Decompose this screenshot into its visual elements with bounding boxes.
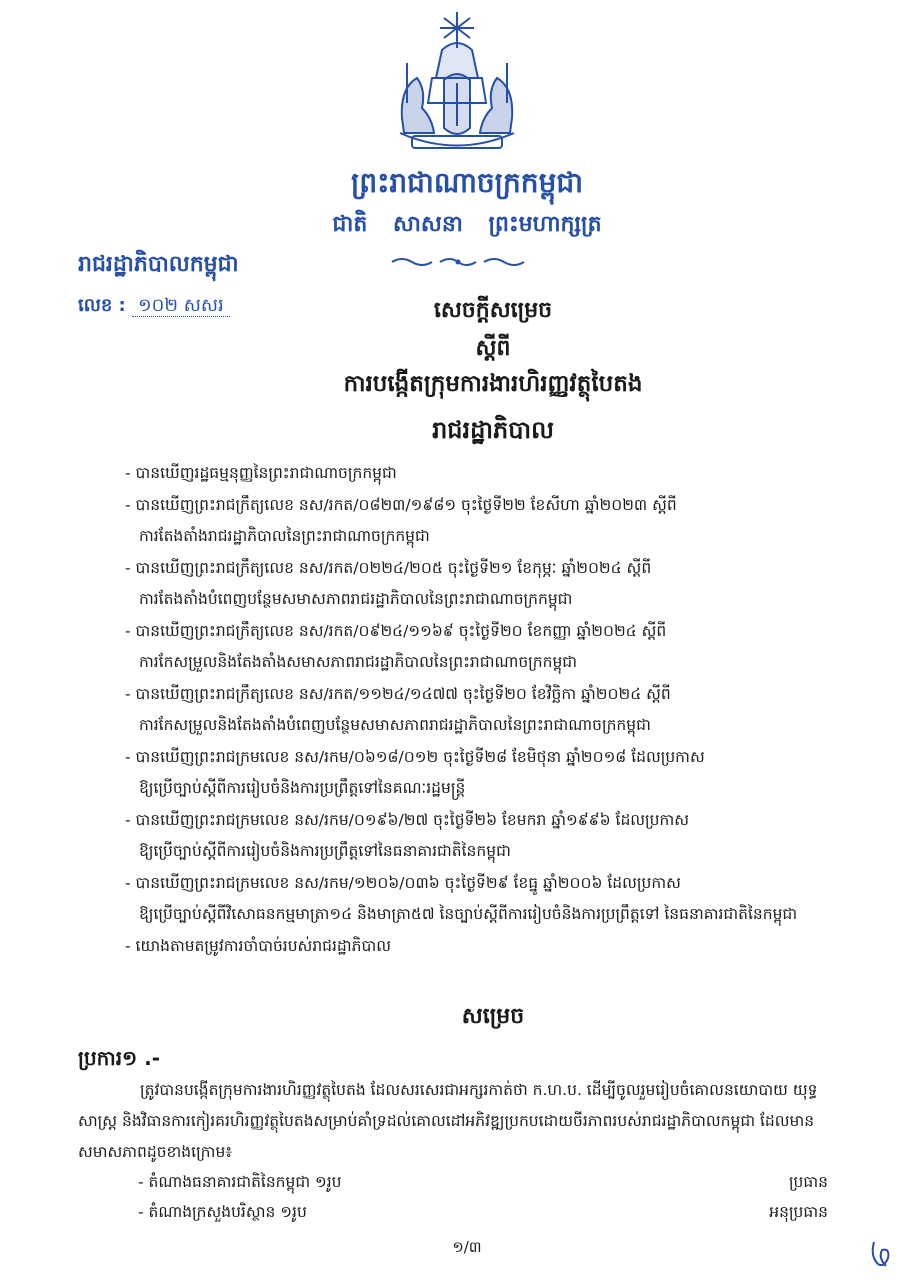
page-number: ១/៣ [452, 1238, 482, 1256]
citation-continuation: ឱ្យប្រើច្បាប់ស្តីពីវិសោធនកម្មមាត្រា១៤ និងមាត្រា៥៧ នៃច្បាប់ស្តីពីការរៀបចំនិងការប្រព្រឹត្តទៅ នៃធនាគារជាតិនៃកម្ពុជា [139, 905, 798, 923]
kingdom-title: ព្រះរាជាណាចក្រកម្ពុជា [350, 166, 583, 199]
citation-text: - បានឃើញព្រះរាជក្រមលេខ នស/រកម/០១៩៦/២៧ ចុះថ្ងៃទី២៦ ខែមករា ឆ្នាំ១៩៩៦ ដែលប្រកាស [125, 810, 690, 829]
document-type-heading: សេចក្តីសម្រេច [433, 298, 553, 323]
citation-text: - បានឃើញព្រះរាជក្រមលេខ នស/រកម/១២០៦/០៣៦ ចុះថ្ងៃទី២៩ ខែធ្នូ ឆ្នាំ២០០៦ ដែលប្រកាស [125, 873, 681, 892]
handwritten-initial-mark [868, 1238, 898, 1270]
decision-heading: សម្រេច [461, 1004, 525, 1029]
citation-item [125, 553, 845, 616]
citation-continuation: ការកែសម្រួលនិងតែងតាំងសមាសភាពរាជរដ្ឋាភិបាលនៃព្រះរាជាណាចក្រកម្ពុជា [139, 653, 578, 671]
decorative-divider-ornament [388, 254, 528, 270]
citation-text: - បានឃើញព្រះរាជក្រមលេខ នស/រកម/០៦១៨/០១២ ចុះថ្ងៃទី២៨ ខែមិថុនា ឆ្នាំ២០១៨ ដែលប្រកាស [125, 747, 705, 766]
citation-text: - យោងតាមតម្រូវការចាំបាច់របស់រាជរដ្ឋាភិបាល [125, 936, 392, 955]
citation-text: - បានឃើញរដ្ឋធម្មនុញ្ញនៃព្រះរាជាណាចក្រកម្ពុជា [125, 464, 397, 482]
member-role: ប្រធាន [788, 1173, 828, 1191]
reference-label: លេខ : [78, 295, 126, 316]
members-list [138, 1167, 828, 1227]
citation-item [125, 868, 845, 931]
citation-item [125, 458, 845, 490]
royal-coat-of-arms-emblem [382, 8, 532, 158]
on-heading: ស្តីពី [475, 336, 511, 361]
reference-value: ១០២ សសរ [132, 295, 230, 317]
member-name: - តំណាងធនាគារជាតិនៃកម្ពុជា ១រូប [138, 1173, 342, 1191]
citation-item [125, 490, 845, 553]
member-role: អនុប្រធាន [769, 1203, 828, 1221]
citation-text: - បានឃើញព្រះរាជក្រឹត្យលេខ នស/រកត/១១២៤/១៤៧៧ ចុះថ្ងៃទី២០ ខែវិច្ឆិកា ឆ្នាំ២០២៤ ស្តីពី [125, 684, 671, 703]
citation-item [125, 616, 845, 679]
article-label: ប្រការ១ .- [78, 1046, 161, 1070]
citation-continuation: ការតែងតាំងរាជរដ្ឋាភិបាលនៃព្រះរាជាណាចក្រកម្ពុជា [139, 527, 430, 545]
issuing-authority: រាជរដ្ឋាភិបាលកម្ពុជា [78, 252, 239, 277]
citation-item [125, 742, 845, 805]
member-name: - តំណាងក្រសួងបរិស្ថាន ១រូប [138, 1203, 307, 1221]
member-row [138, 1167, 828, 1197]
issuer-heading: រាជរដ្ឋាភិបាល [432, 416, 554, 444]
citation-continuation: ឱ្យប្រើច្បាប់ស្តីពីការរៀបចំនិងការប្រព្រឹត្តទៅនៃធនាគារជាតិនៃកម្ពុជា [139, 842, 511, 860]
citation-text: - បានឃើញព្រះរាជក្រឹត្យលេខ នស/រកត/០៨២៣/១៩៨១ ចុះថ្ងៃទី២២ ខែសីហា ឆ្នាំ២០២៣ ស្តីពី [125, 495, 677, 514]
citation-text: - បានឃើញព្រះរាជក្រឹត្យលេខ នស/រកត/០៩២៤/១១៦៩ ចុះថ្ងៃទី២០ ខែកញ្ញា ឆ្នាំ២០២៤ ស្តីពី [125, 621, 667, 640]
citation-continuation: ឱ្យប្រើច្បាប់ស្តីពីការរៀបចំនិងការប្រព្រឹត្តទៅនៃគណៈរដ្ឋមន្ត្រី [139, 779, 466, 797]
national-motto: ជាតិ សាសនា ព្រះមហាក្សត្រ [332, 212, 602, 237]
article-body: ត្រូវបានបង្កើតក្រុមការងារហិរញ្ញវត្ថុបៃតង ដែលសរសេរជាអក្សរកាត់ថា ក.ហ.ប. ដើម្បីចូលរួមរៀបចំគោលនយោបាយ យុទ្ធសាស្ត្រ និងវិធានការកៀរគរហិរញ្ញវត្ថុបៃតងសម្រាប់គាំទ្រដល់គោលដៅអភិវឌ្ឍប្រកបដោយចីរភាពរបស់រាជរដ្ឋាភិបាលកម្ពុជា ដែលមានសមាសភាពដូចខាងក្រោម៖ [78, 1081, 818, 1161]
citation-continuation: ការកែសម្រួលនិងតែងតាំងបំពេញបន្ថែមសមាសភាពរាជរដ្ឋាភិបាលនៃព្រះរាជាណាចក្រកម្ពុជា [139, 716, 651, 734]
document-subject-heading: ការបង្កើតក្រុមការងារហិរញ្ញវត្ថុបៃតង [343, 371, 643, 397]
citation-item [125, 679, 845, 742]
citations-list [125, 458, 845, 962]
citation-continuation: ការតែងតាំងបំពេញបន្ថែមសមាសភាពរាជរដ្ឋាភិបាលនៃព្រះរាជាណាចក្រកម្ពុជា [139, 590, 573, 608]
citation-item [125, 931, 845, 963]
citation-text: - បានឃើញព្រះរាជក្រឹត្យលេខ នស/រកត/០២២៤/២០៥ ចុះថ្ងៃទី២១ ខែកុម្ភៈ ឆ្នាំ២០២៤ ស្តីពី [125, 558, 652, 577]
member-row [138, 1197, 828, 1227]
citation-item [125, 805, 845, 868]
